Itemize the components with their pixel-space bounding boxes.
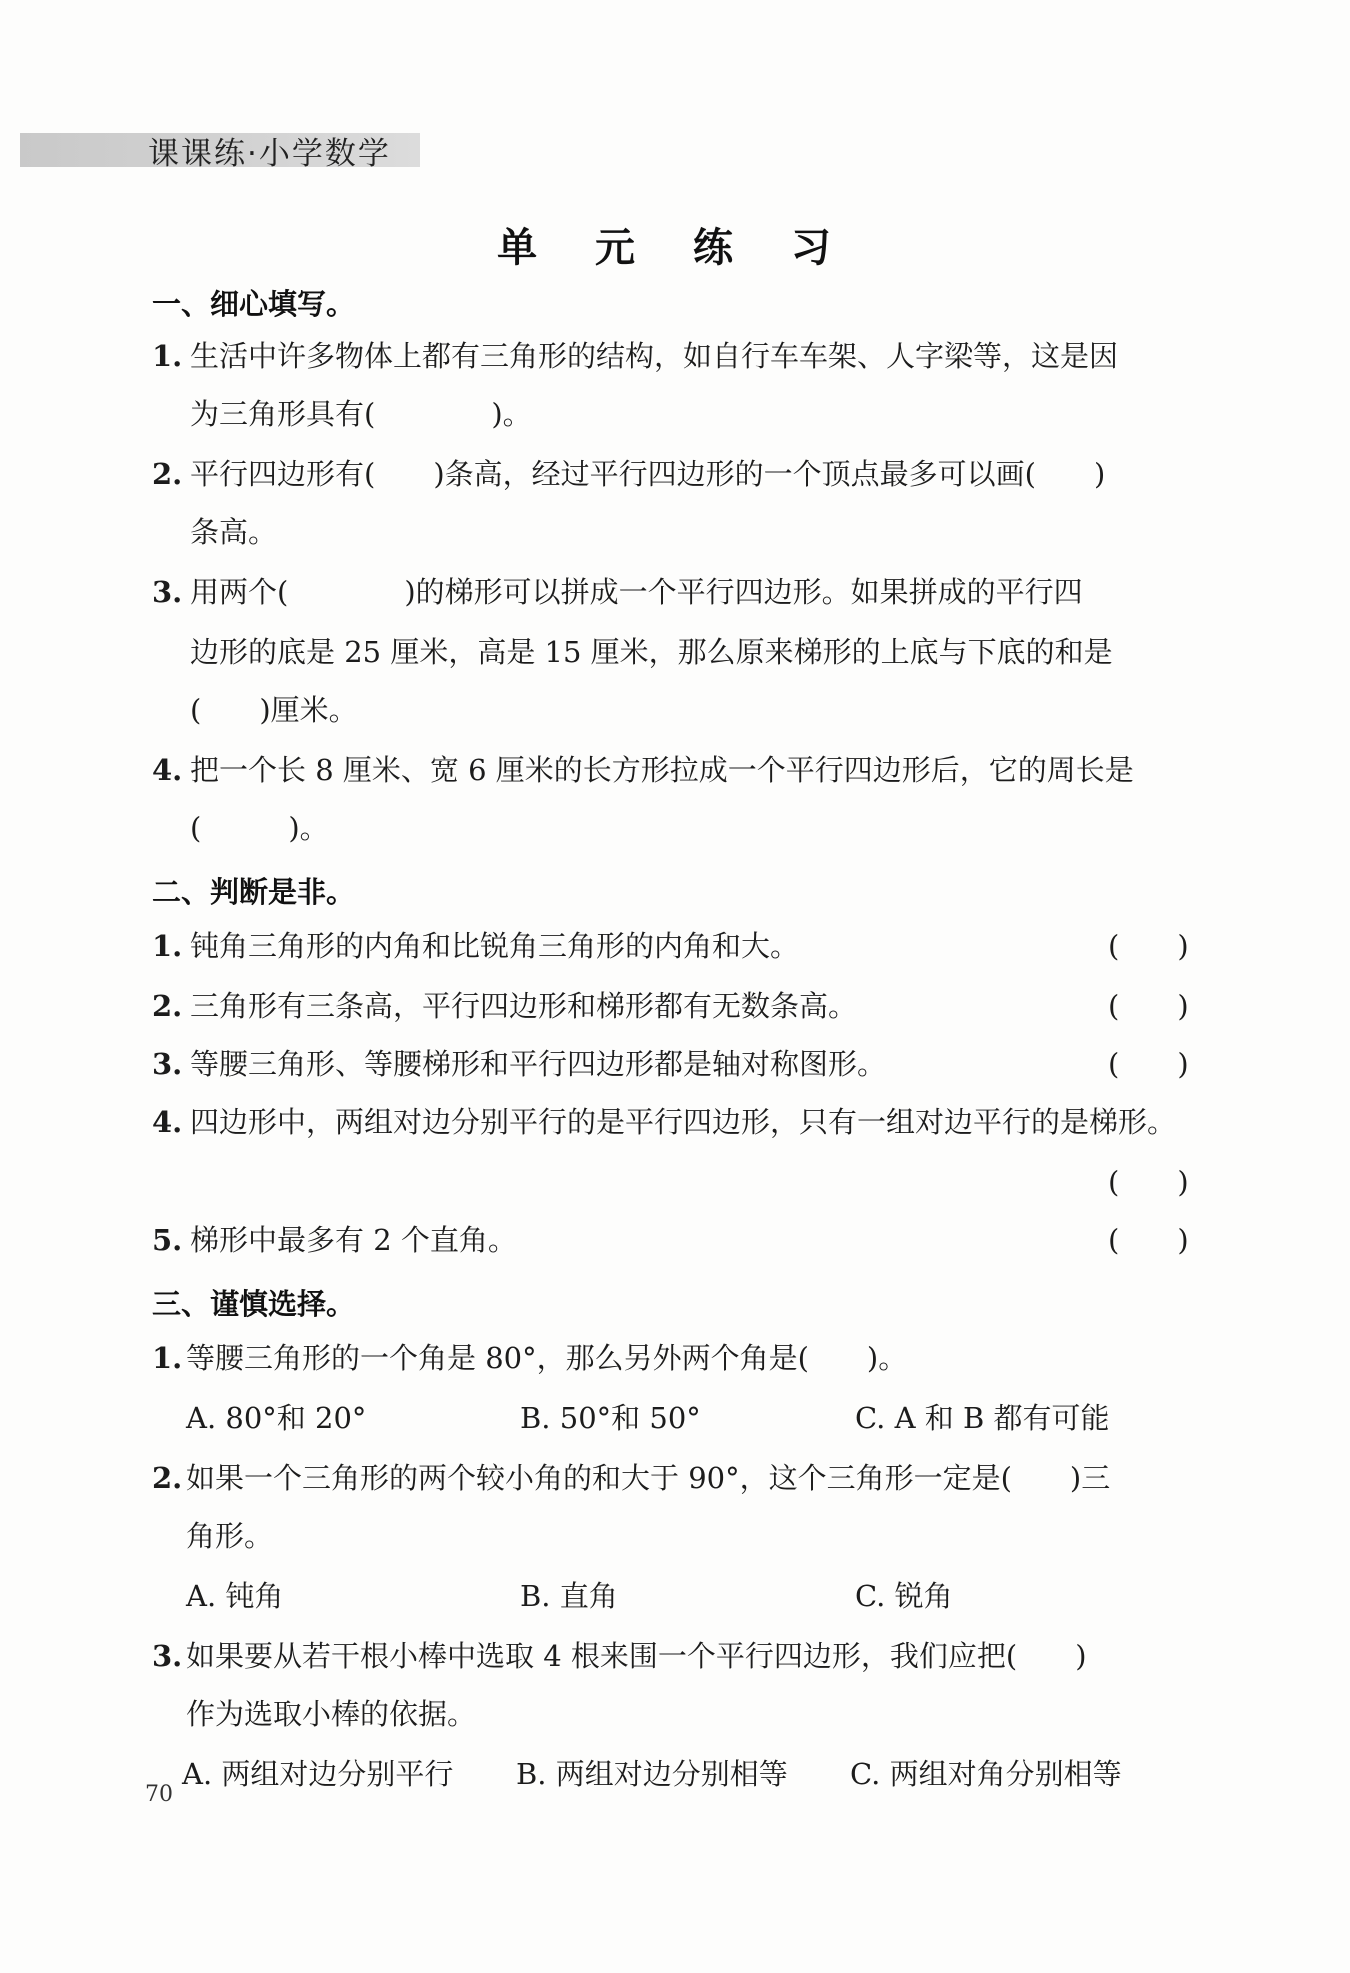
s1-q1-line1: 生活中许多物体上都有三角形的结构，如自行车车架、人字梁等，这是因 bbox=[190, 339, 1119, 373]
s2-item-3-text: 等腰三角形、等腰梯形和平行四边形都是轴对称图形。 bbox=[190, 1047, 887, 1081]
s3-q3-option-b: B. 两组对边分别相等 bbox=[516, 1757, 788, 1791]
s3-q2-line2: 角形。 bbox=[186, 1519, 274, 1553]
s1-q3-line3: ( )厘米。 bbox=[190, 693, 358, 727]
s1-q2-number: 2. bbox=[152, 457, 183, 491]
s2-item-1-text: 钝角三角形的内角和比锐角三角形的内角和大。 bbox=[190, 929, 800, 963]
s1-q2-line1: 平行四边形有( )条高，经过平行四边形的一个顶点最多可以画( ) bbox=[190, 457, 1106, 491]
s2-item-2-answer-blank: ( ) bbox=[1108, 989, 1189, 1023]
s2-item-3-number: 3. bbox=[152, 1047, 183, 1081]
s2-item-1-answer-blank: ( ) bbox=[1108, 929, 1189, 963]
header-title: 课课练·小学数学 bbox=[148, 136, 391, 172]
s1-q4-line2: ( )。 bbox=[190, 811, 329, 845]
s2-item-4-answer-blank: ( ) bbox=[1108, 1165, 1189, 1199]
s2-item-2-number: 2. bbox=[152, 989, 183, 1023]
s3-q3-option-a: A. 两组对边分别平行 bbox=[182, 1757, 454, 1791]
s3-q2-line1: 如果一个三角形的两个较小角的和大于 90°，这个三角形一定是( )三 bbox=[186, 1461, 1111, 1495]
s3-q2-option-a: A. 钝角 bbox=[186, 1579, 284, 1613]
s3-q1-option-c: C. A 和 B 都有可能 bbox=[855, 1401, 1110, 1435]
s3-q2-option-c: C. 锐角 bbox=[855, 1579, 953, 1613]
s3-q3-number: 3. bbox=[152, 1639, 183, 1673]
page-title: 单 元 练 习 bbox=[497, 225, 853, 271]
s3-q1-text: 等腰三角形的一个角是 80°，那么另外两个角是( )。 bbox=[186, 1341, 908, 1375]
s3-q3-line1: 如果要从若干根小棒中选取 4 根来围一个平行四边形，我们应把( ) bbox=[186, 1639, 1087, 1673]
s1-q3-line2: 边形的底是 25 厘米，高是 15 厘米，那么原来梯形的上底与下底的和是 bbox=[190, 635, 1113, 669]
s2-item-3-answer-blank: ( ) bbox=[1108, 1047, 1189, 1081]
page-number: 70 bbox=[145, 1782, 173, 1807]
section-2-heading: 二、判断是非。 bbox=[152, 875, 356, 909]
s1-q2-line2: 条高。 bbox=[190, 515, 278, 549]
section-1-heading: 一、细心填写。 bbox=[152, 287, 356, 321]
s1-q3-number: 3. bbox=[152, 575, 183, 609]
s3-q1-option-b: B. 50°和 50° bbox=[520, 1401, 701, 1435]
s2-item-4-number: 4. bbox=[152, 1105, 183, 1139]
s3-q1-number: 1. bbox=[152, 1341, 183, 1375]
s2-item-2-text: 三角形有三条高，平行四边形和梯形都有无数条高。 bbox=[190, 989, 858, 1023]
s2-item-1-number: 1. bbox=[152, 929, 183, 963]
s1-q1-number: 1. bbox=[152, 339, 183, 373]
s3-q1-option-a: A. 80°和 20° bbox=[186, 1401, 367, 1435]
section-3-heading: 三、谨慎选择。 bbox=[152, 1287, 356, 1321]
s1-q1-line2: 为三角形具有( )。 bbox=[190, 397, 532, 431]
s1-q4-line1: 把一个长 8 厘米、宽 6 厘米的长方形拉成一个平行四边形后，它的周长是 bbox=[190, 753, 1134, 787]
s3-q2-option-b: B. 直角 bbox=[520, 1579, 618, 1613]
s3-q3-option-c: C. 两组对角分别相等 bbox=[850, 1757, 1122, 1791]
s2-item-5-answer-blank: ( ) bbox=[1108, 1223, 1189, 1257]
s3-q3-line2: 作为选取小棒的依据。 bbox=[186, 1697, 477, 1731]
s2-item-5-number: 5. bbox=[152, 1223, 183, 1257]
s3-q2-number: 2. bbox=[152, 1461, 183, 1495]
s1-q4-number: 4. bbox=[152, 753, 183, 787]
s2-item-4-text: 四边形中，两组对边分别平行的是平行四边形，只有一组对边平行的是梯形。 bbox=[190, 1105, 1177, 1139]
s2-item-5-text: 梯形中最多有 2 个直角。 bbox=[190, 1223, 517, 1257]
s1-q3-line1: 用两个( )的梯形可以拼成一个平行四边形。如果拼成的平行四 bbox=[190, 575, 1083, 609]
